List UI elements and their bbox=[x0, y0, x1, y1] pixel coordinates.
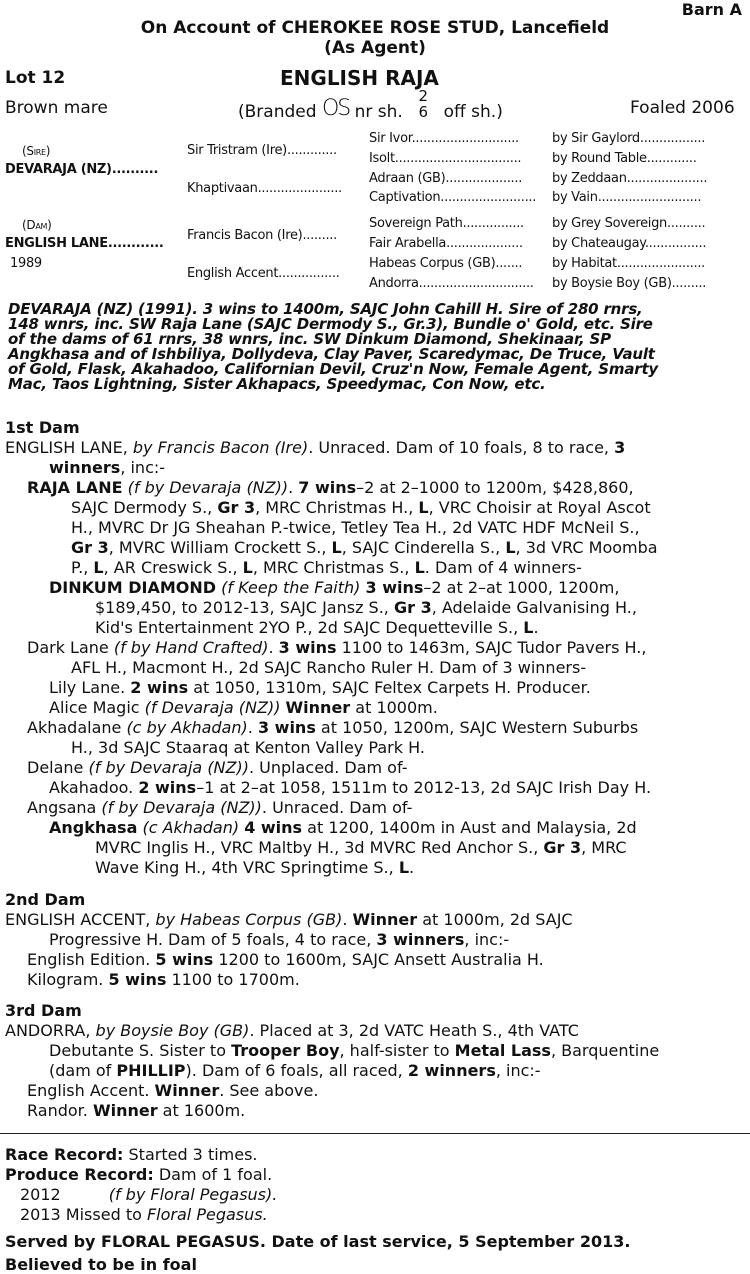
served-line: Served by FLORAL PEGASUS. Date of last service, 5 September 2013. bbox=[5, 1232, 631, 1251]
record-line: MVRC Inglis H., VRC Maltby H., 3d MVRC Red Anchor S., Gr 3, MRC bbox=[95, 838, 627, 857]
brand-off-bottom: 6 bbox=[418, 103, 428, 121]
second-dam-section bbox=[5, 890, 747, 990]
gen3-by: by Vain........................... bbox=[552, 190, 702, 205]
record-line: H., 3d SAJC Staaraq at Kenton Valley Park H. bbox=[71, 738, 425, 757]
believed-line: Believed to be in foal bbox=[5, 1255, 197, 1274]
brand-off: off sh.) bbox=[443, 102, 503, 122]
gen3-name: Habeas Corpus (GB)....... bbox=[369, 256, 523, 271]
gen3-name: Isolt................................. bbox=[369, 151, 522, 166]
agent-line: (As Agent) bbox=[324, 38, 426, 58]
gen3-by: by Zeddaan..................... bbox=[552, 171, 708, 186]
gen3-name: Sovereign Path................ bbox=[369, 216, 524, 231]
record-line: Dark Lane (f by Hand Crafted). 3 wins 1100 to 1463m, SAJC Tudor Pavers H., bbox=[27, 638, 647, 657]
gen3-by: by Boysie Boy (GB)......... bbox=[552, 276, 707, 291]
third-dam-body bbox=[5, 1021, 747, 1121]
dam-dam: English Accent................ bbox=[187, 266, 340, 281]
gen3-by: by Sir Gaylord................. bbox=[552, 131, 706, 146]
third-dam-section bbox=[5, 1001, 747, 1121]
produce-2012: 2012 (f by Floral Pegasus). bbox=[20, 1185, 278, 1204]
gen3-name: Andorra.............................. bbox=[369, 276, 534, 291]
record-line: ENGLISH LANE, by Francis Bacon (Ire). Unraced. Dam of 10 foals, 8 to race, 3 bbox=[5, 438, 626, 457]
lot-number: Lot 12 bbox=[5, 68, 66, 88]
gen3-by: by Round Table............. bbox=[552, 151, 697, 166]
record-line: Debutante S. Sister to Trooper Boy, half-sister to Metal Lass, Barquentine bbox=[49, 1041, 660, 1060]
sire-sire: Sir Tristram (Ire)............. bbox=[187, 143, 337, 158]
sire-name: DEVARAJA (NZ).......... bbox=[5, 162, 159, 177]
summary-line: DEVARAJA (NZ) (1991). 3 wins to 1400m, SAJC John Cahill H. Sire of 280 rnrs, bbox=[8, 300, 643, 318]
foaled-year: Foaled 2006 bbox=[630, 98, 735, 118]
barn-label: Barn A bbox=[681, 0, 742, 19]
brand-info bbox=[238, 88, 503, 122]
record-line: (dam of PHILLIP). Dam of 6 foals, all raced, 2 winners, inc:- bbox=[49, 1061, 541, 1080]
record-line: winners, inc:- bbox=[49, 458, 166, 477]
brand-off-top: 2 bbox=[418, 87, 428, 105]
record-line: AFL H., Macmont H., 2d SAJC Rancho Ruler H. Dam of 3 winners- bbox=[71, 658, 587, 677]
record-line: RAJA LANE (f by Devaraja (NZ)). 7 wins–2 at 2–1000 to 1200m, $428,860, bbox=[27, 478, 634, 497]
sire-dam: Khaptivaan...................... bbox=[187, 181, 342, 196]
dam-sire: Francis Bacon (Ire)......... bbox=[187, 228, 337, 243]
brand-prefix: (Branded bbox=[238, 102, 317, 122]
record-line: English Edition. 5 wins 1200 to 1600m, SAJC Ansett Australia H. bbox=[27, 950, 544, 969]
record-line: H., MVRC Dr JG Sheahan P.-twice, Tetley Tea H., 2d VATC HDF McNeil S., bbox=[71, 518, 640, 537]
record-line: Lily Lane. 2 wins at 1050, 1310m, SAJC Feltex Carpets H. Producer. bbox=[49, 678, 591, 697]
sire-label: (Sire) bbox=[22, 144, 51, 158]
record-line: Progressive H. Dam of 5 foals, 4 to race, 3 winners, inc:- bbox=[49, 930, 510, 949]
record-line: P., L, AR Creswick S., L, MRC Christmas S., L. Dam of 4 winners- bbox=[71, 558, 582, 577]
summary-line: of the dams of 61 rnrs, 38 wnrs, inc. SW Dinkum Diamond, Shekinaar, SP bbox=[8, 330, 611, 348]
produce-2013: 2013 Missed to Floral Pegasus. bbox=[20, 1205, 268, 1224]
divider bbox=[0, 1133, 750, 1134]
record-line: Delane (f by Devaraja (NZ)). Unplaced. Dam of- bbox=[27, 758, 408, 777]
record-line: Akhadalane (c by Akhadan). 3 wins at 1050, 1200m, SAJC Western Suburbs bbox=[27, 718, 639, 737]
record-line: Alice Magic (f Devaraja (NZ)) Winner at 1000m. bbox=[49, 698, 438, 717]
dam-year: 1989 bbox=[10, 256, 42, 271]
first-dam-section bbox=[5, 418, 747, 878]
dam-name: ENGLISH LANE............ bbox=[5, 236, 164, 251]
gen3-name: Fair Arabella.................... bbox=[369, 236, 523, 251]
record-line: Randor. Winner at 1600m. bbox=[27, 1101, 246, 1120]
summary-line: Mac, Taos Lightning, Sister Akhapacs, Speedymac, Con Now, etc. bbox=[8, 375, 546, 393]
record-line: Gr 3, MVRC William Crockett S., L, SAJC Cinderella S., L, 3d VRC Moomba bbox=[71, 538, 658, 557]
record-line: ENGLISH ACCENT, by Habeas Corpus (GB). Winner at 1000m, 2d SAJC bbox=[5, 910, 573, 929]
record-line: English Accent. Winner. See above. bbox=[27, 1081, 319, 1100]
record-line: Angkhasa (c Akhadan) 4 wins at 1200, 1400m in Aust and Malaysia, 2d bbox=[49, 818, 637, 837]
record-line: SAJC Dermody S., Gr 3, MRC Christmas H., L, VRC Choisir at Royal Ascot bbox=[71, 498, 651, 517]
horse-name: ENGLISH RAJA bbox=[280, 66, 439, 90]
vendor-line: On Account of CHEROKEE ROSE STUD, Lancefield bbox=[140, 18, 610, 38]
record-line: Angsana (f by Devaraja (NZ)). Unraced. Dam of- bbox=[27, 798, 413, 817]
record-line: DINKUM DIAMOND (f Keep the Faith) 3 wins–2 at 2–at 1000, 1200m, bbox=[49, 578, 620, 597]
sire-summary bbox=[8, 302, 744, 392]
record-line: $189,450, to 2012-13, SAJC Jansz S., Gr 3, Adelaide Galvanising H., bbox=[95, 598, 637, 617]
summary-line: Angkhasa and of Ishbiliya, Dollydeva, Clay Paver, Scaredymac, De Truce, Vault bbox=[8, 345, 655, 363]
first-dam-heading: 1st Dam bbox=[5, 418, 80, 437]
race-record: Race Record: Started 3 times. bbox=[5, 1145, 258, 1164]
produce-record: Produce Record: Dam of 1 foal. bbox=[5, 1165, 273, 1184]
gen3-by: by Habitat....................... bbox=[552, 256, 706, 271]
record-line: Kilogram. 5 wins 1100 to 1700m. bbox=[27, 970, 300, 989]
record-line: Kid's Entertainment 2YO P., 2d SAJC Dequetteville S., L. bbox=[95, 618, 539, 637]
second-dam-body bbox=[5, 910, 747, 990]
second-dam-heading: 2nd Dam bbox=[5, 890, 86, 909]
sex-colour: Brown mare bbox=[5, 98, 108, 118]
record-line: Wave King H., 4th VRC Springtime S., L. bbox=[95, 858, 415, 877]
record-line: ANDORRA, by Boysie Boy (GB). Placed at 3, 2d VATC Heath S., 4th VATC bbox=[5, 1021, 579, 1040]
gen3-by: by Chateaugay................ bbox=[552, 236, 707, 251]
gen3-by: by Grey Sovereign.......... bbox=[552, 216, 706, 231]
summary-line: of Gold, Flask, Akahadoo, Californian Devil, Cruz'n Now, Female Agent, Smarty bbox=[8, 360, 658, 378]
brand-mark: OS bbox=[321, 96, 350, 121]
summary-line: 148 wnrs, inc. SW Raja Lane (SAJC Dermody S., Gr.3), Bundle o' Gold, etc. Sire bbox=[8, 315, 653, 333]
third-dam-heading: 3rd Dam bbox=[5, 1001, 82, 1020]
gen3-name: Adraan (GB).................... bbox=[369, 171, 523, 186]
record-line: Akahadoo. 2 wins–1 at 2–at 1058, 1511m to 2012-13, 2d SAJC Irish Day H. bbox=[49, 778, 652, 797]
dam-label: (Dam) bbox=[22, 218, 52, 232]
gen3-name: Captivation......................... bbox=[369, 190, 537, 205]
gen3-name: Sir Ivor............................ bbox=[369, 131, 519, 146]
brand-near: nr sh. bbox=[354, 102, 403, 122]
first-dam-body bbox=[5, 438, 747, 878]
